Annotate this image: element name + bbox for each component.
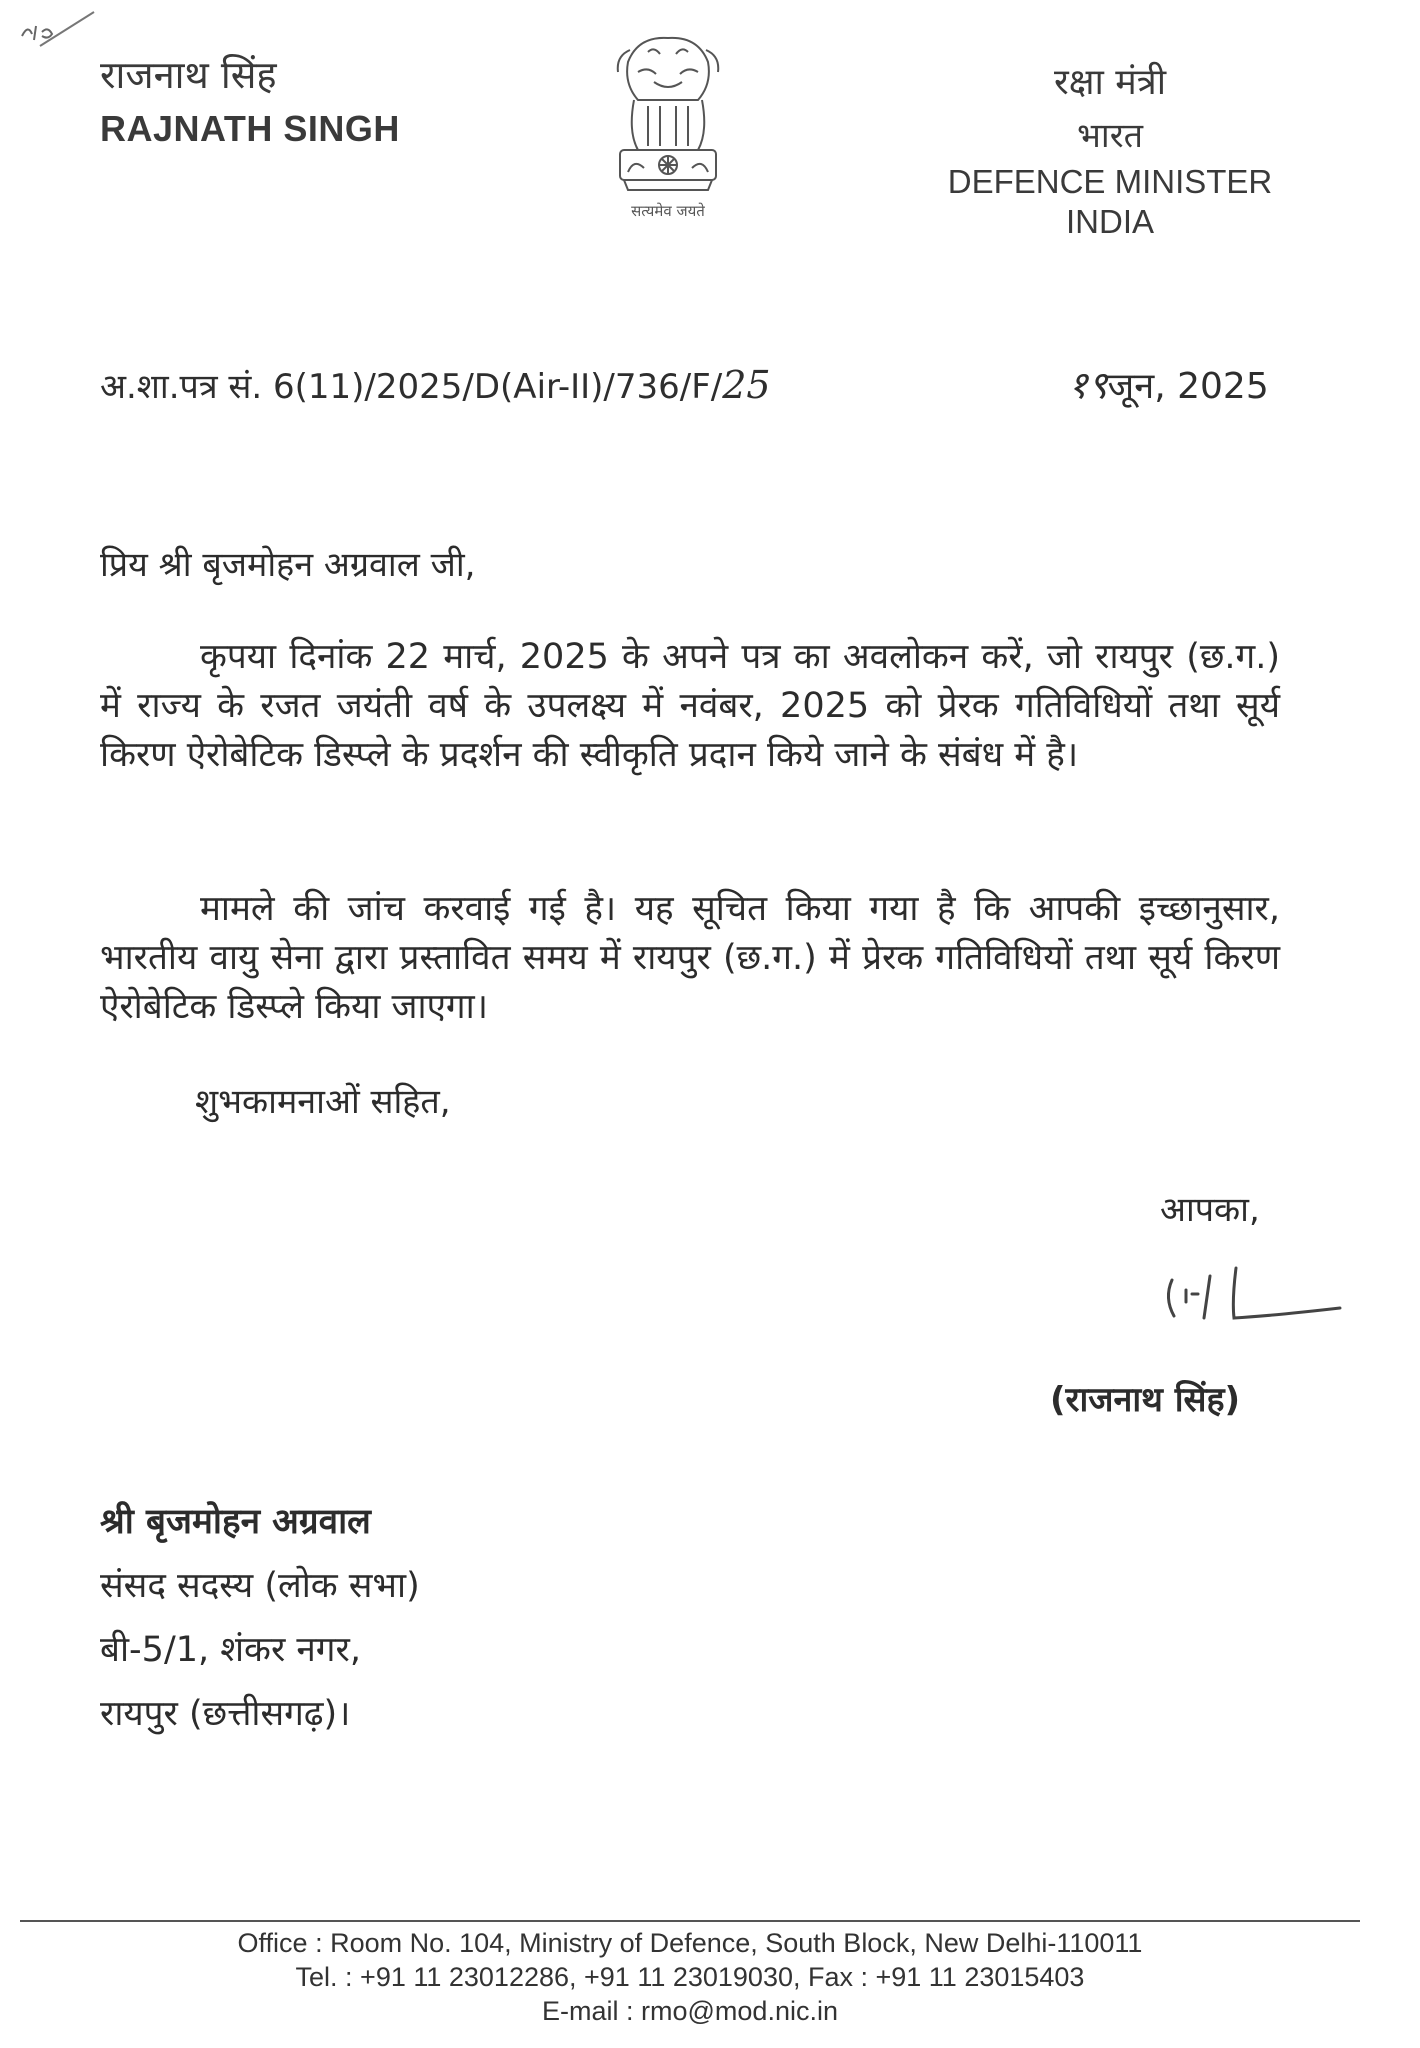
emblem-motto: सत्यमेव जयते <box>631 202 705 220</box>
title-english-line1: DEFENCE MINISTER <box>947 163 1273 200</box>
date-handwritten-day: १९ <box>1068 363 1108 407</box>
title-hindi-line1: रक्षा मंत्री <box>1053 62 1167 103</box>
footer-divider <box>20 1920 1360 1922</box>
recipient-name: श्री बृजमोहन अग्रवाल <box>100 1502 371 1542</box>
body-paragraph-1: कृपया दिनांक 22 मार्च, 2025 के अपने पत्र का अवलोकन करें, जो रायपुर (छ.ग.) में राज्य के रजत जयंती वर्ष के उपलक्ष्य में नवंबर, 2025 को प्रेरक गतिविधियों तथा सूर्य किरण ऐरोबेटिक डिस्प्ले के प्रदर्शन की स्वीकृति प्रदान किये जाने के संबंध में है। <box>100 637 1280 775</box>
sign-off-yours: आपका, <box>1160 1190 1260 1230</box>
title-english-line2: INDIA <box>1065 203 1154 240</box>
recipient-address-line1: बी-5/1, शंकर नगर, <box>100 1630 361 1670</box>
footer-office: Office : Room No. 104, Ministry of Defence, South Block, New Delhi-110011 <box>237 1928 1143 1958</box>
date-printed: जून, 2025 <box>1107 366 1269 407</box>
sender-name-english: RAJNATH SINGH <box>100 108 400 149</box>
signatory-name: (राजनाथ सिंह) <box>1050 1380 1241 1420</box>
reference-printed: अ.शा.पत्र सं. 6(11)/2025/D(Air-II)/736/F/ <box>100 367 723 407</box>
body-paragraph-2: मामले की जांच करवाई गई है। यह सूचित किया गया है कि आपकी इच्छानुसार, भारतीय वायु सेना द्वारा प्रस्तावित समय में रायपुर (छ.ग.) में प्रेरक गतिविधियों तथा सूर्य किरण ऐरोबेटिक डिस्प्ले किया जाएगा। <box>100 889 1280 1027</box>
footer-phone: Tel. : +91 11 23012286, +91 11 23019030, Fax : +91 11 23015403 <box>295 1962 1085 1992</box>
handwritten-signature <box>1150 1260 1350 1340</box>
title-hindi-line2: भारत <box>1077 116 1143 156</box>
footer-contact <box>20 1926 1360 2028</box>
letter-date <box>1068 358 1269 410</box>
corner-handwritten-mark <box>18 6 98 56</box>
closing-line: शुभकामनाओं सहित, <box>195 1082 451 1122</box>
reference-number <box>100 362 771 408</box>
salutation: प्रिय श्री बृजमोहन अग्रवाल जी, <box>100 545 476 585</box>
title-block <box>940 56 1280 242</box>
sender-name-hindi: राजनाथ सिंह <box>100 53 277 97</box>
recipient-address-block <box>100 1490 420 1746</box>
recipient-designation: संसद सदस्य (लोक सभा) <box>100 1566 420 1606</box>
national-emblem-icon <box>598 22 738 252</box>
recipient-address-line2: रायपुर (छत्तीसगढ़)। <box>100 1694 351 1734</box>
reference-handwritten: 25 <box>722 363 771 407</box>
footer-email: E-mail : rmo@mod.nic.in <box>542 1996 838 2026</box>
